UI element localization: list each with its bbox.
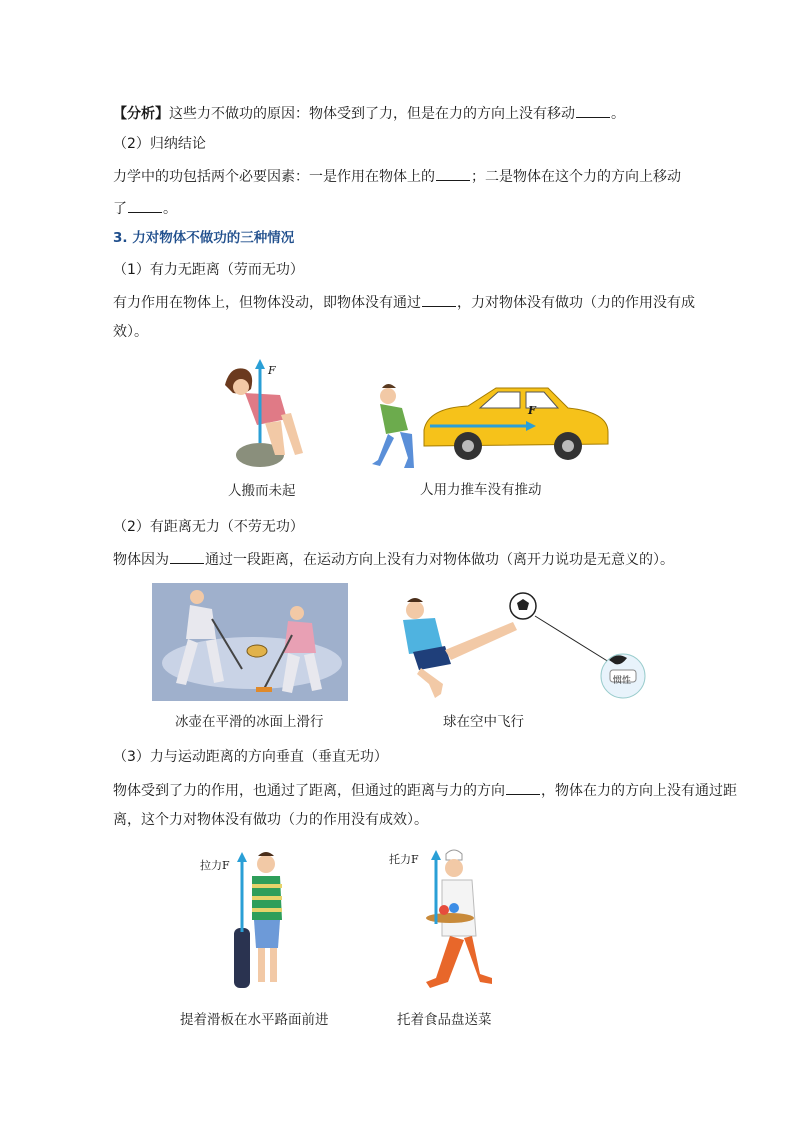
case1-heading: （1）有力无距离（劳而无功） bbox=[113, 262, 304, 278]
pointer-line bbox=[535, 616, 609, 662]
section3-title: 3. 力对物体不做功的三种情况 bbox=[113, 230, 295, 246]
kicker-leg bbox=[445, 622, 517, 660]
skateboard bbox=[234, 928, 250, 988]
waiter-leg-2 bbox=[464, 936, 492, 984]
case2-text1: 物体因为 bbox=[113, 552, 169, 568]
case1-text-line-2: 效）。 bbox=[113, 324, 148, 340]
player-head-2 bbox=[290, 606, 304, 620]
boy-shorts bbox=[254, 920, 280, 948]
pushing-car-figure bbox=[368, 378, 618, 473]
case2-text2: 通过一段距离，在运动方向上没有力对物体做功（离开力说功是无意义的）。 bbox=[205, 552, 674, 568]
food-tray bbox=[426, 913, 474, 923]
support-force-label: 托力F bbox=[389, 853, 419, 866]
force-arrowhead bbox=[255, 359, 265, 369]
analysis-tag: 【分析】 bbox=[113, 106, 169, 122]
summary-part4: 。 bbox=[163, 201, 177, 217]
answer-blank[interactable] bbox=[436, 166, 470, 181]
analysis-end: 。 bbox=[611, 106, 625, 122]
shirt-stripe bbox=[252, 884, 282, 888]
figure-caption: 冰壶在平滑的冰面上滑行 bbox=[175, 714, 324, 730]
answer-blank[interactable] bbox=[506, 780, 540, 795]
inertia-label: 惯性 bbox=[613, 676, 632, 686]
answer-blank[interactable] bbox=[128, 198, 162, 213]
car-hub-2 bbox=[562, 440, 574, 452]
case1-text2: ，力对物体没有做功（力的作用没有成 bbox=[457, 295, 695, 311]
kicker-leg-2 bbox=[417, 668, 443, 698]
force-label: F bbox=[528, 404, 536, 417]
summary-part3: 了 bbox=[113, 201, 127, 217]
case3-text-line-1 bbox=[113, 780, 737, 800]
car-hub bbox=[462, 440, 474, 452]
case3-text-line-2: 离，这个力对物体没有做功（力的作用没有成效）。 bbox=[113, 812, 428, 828]
food-item-2 bbox=[449, 903, 459, 913]
summary-heading: （2）归纳结论 bbox=[113, 136, 206, 152]
curling-figure bbox=[152, 583, 348, 701]
boy-hair bbox=[258, 852, 274, 856]
waiter-head bbox=[445, 859, 463, 877]
waiter-figure bbox=[420, 846, 520, 1002]
summary-line-1 bbox=[113, 166, 681, 186]
case3-heading: （3）力与运动距离的方向垂直（垂直无功） bbox=[113, 749, 388, 765]
pusher-leg-2 bbox=[400, 432, 414, 468]
analysis-text: 这些力不做功的原因：物体受到了力，但是在力的方向上没有移动 bbox=[169, 106, 575, 122]
figure-caption: 人用力推车没有推动 bbox=[420, 482, 542, 498]
leg-shape-2 bbox=[281, 413, 303, 455]
food-item bbox=[439, 905, 449, 915]
pusher-leg bbox=[372, 434, 394, 466]
figure-caption: 人搬而未起 bbox=[228, 483, 296, 499]
answer-blank[interactable] bbox=[170, 549, 204, 564]
shirt-stripe-2 bbox=[252, 896, 282, 900]
force-label: F bbox=[268, 364, 276, 377]
case3-text1: 物体受到了力的作用，也通过了距离，但通过的距离与力的方向 bbox=[113, 783, 505, 799]
answer-blank[interactable] bbox=[422, 292, 456, 307]
chef-hat bbox=[446, 850, 462, 860]
skateboard-figure bbox=[228, 848, 294, 996]
player-head bbox=[190, 590, 204, 604]
analysis-line bbox=[113, 103, 625, 123]
soccer-figure bbox=[395, 588, 665, 706]
waiter-leg bbox=[426, 936, 464, 988]
summary-line-2 bbox=[113, 198, 177, 218]
pusher-head bbox=[380, 388, 396, 404]
pusher-shirt bbox=[380, 404, 408, 434]
player-body bbox=[186, 605, 216, 639]
figure-caption: 提着滑板在水平路面前进 bbox=[180, 1012, 329, 1028]
force-arrowhead bbox=[431, 850, 441, 860]
face-shape bbox=[233, 379, 249, 395]
shirt-stripe-3 bbox=[252, 908, 282, 912]
pull-force-label: 拉力F bbox=[200, 859, 230, 872]
body-shape bbox=[245, 393, 287, 425]
figure-caption: 托着食品盘送菜 bbox=[397, 1012, 492, 1028]
kicker-head bbox=[406, 601, 424, 619]
case1-text-line-1 bbox=[113, 292, 695, 312]
summary-part1: 力学中的功包括两个必要因素：一是作用在物体上的 bbox=[113, 169, 435, 185]
force-arrowhead bbox=[237, 852, 247, 862]
pusher-hair bbox=[382, 384, 396, 388]
curling-stone bbox=[247, 645, 267, 657]
broom-head bbox=[256, 687, 272, 692]
answer-blank[interactable] bbox=[576, 103, 610, 118]
case2-text-line bbox=[113, 549, 674, 569]
person-lifting-figure bbox=[205, 355, 305, 475]
kicker-hair bbox=[407, 598, 423, 602]
case1-text1: 有力作用在物体上，但物体没动，即物体没有通过 bbox=[113, 295, 421, 311]
case3-text2: ，物体在力的方向上没有通过距 bbox=[541, 783, 737, 799]
boy-leg-2 bbox=[270, 948, 277, 982]
figure-caption: 球在空中飞行 bbox=[443, 714, 524, 730]
boy-head bbox=[257, 855, 275, 873]
boy-leg bbox=[258, 948, 265, 982]
summary-part2: ；二是物体在这个力的方向上移动 bbox=[471, 169, 681, 185]
case2-heading: （2）有距离无力（不劳无功） bbox=[113, 519, 304, 535]
player-body-2 bbox=[284, 621, 316, 653]
